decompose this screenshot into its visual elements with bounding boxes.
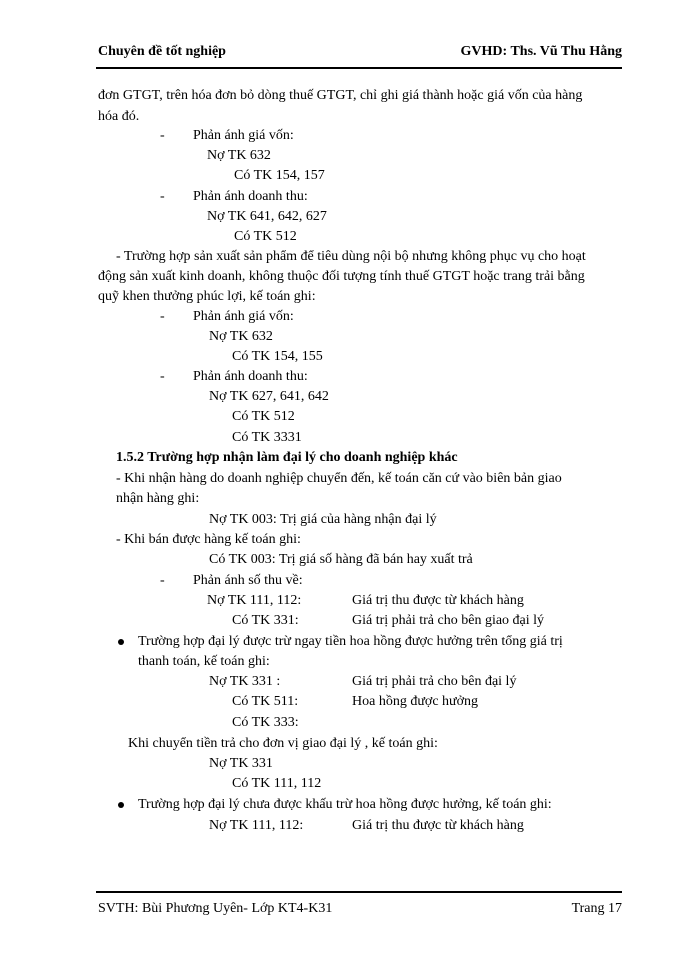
text-line: đơn GTGT, trên hóa đơn bỏ dòng thuế GTGT, chỉ ghi giá thành hoặc giá vốn của hàng (98, 88, 583, 103)
entry-description: Giá trị thu được từ khách hàng (352, 593, 524, 608)
entry-account: Nợ TK 111, 112: (207, 593, 302, 608)
text-line: quỹ khen thưởng phúc lợi, kế toán ghi: (98, 289, 316, 304)
entry-description: Giá trị thu được từ khách hàng (352, 818, 524, 833)
page-number: Trang 17 (571, 901, 622, 916)
entry-account: Có TK 511: (232, 694, 299, 709)
entry-account: Nợ TK 111, 112: (209, 818, 304, 833)
page-header (98, 44, 622, 64)
text-line: Nợ TK 003: Trị giá của hàng nhận đại lý (209, 512, 437, 527)
text-line: Khi chuyển tiền trả cho đơn vị giao đại lý , kế toán ghi: (128, 736, 438, 751)
dash-marker: - (160, 369, 165, 384)
text-line: hóa đó. (98, 109, 140, 124)
dash-marker: - (160, 573, 165, 588)
page-footer (98, 901, 622, 921)
bullet-icon (118, 639, 124, 645)
text-line: Phản ánh doanh thu: (193, 369, 308, 384)
text-line: Phản ánh giá vốn: (193, 128, 294, 143)
text-line: Trường hợp đại lý được trừ ngay tiền hoa hồng được hưởng trên tổng giá trị (138, 634, 563, 649)
text-line: Nợ TK 627, 641, 642 (209, 389, 329, 404)
footer-student: SVTH: Bùi Phương Uyên- Lớp KT4-K31 (98, 901, 333, 916)
text-line: Phản ánh số thu về: (193, 573, 303, 588)
text-line: Có TK 154, 157 (234, 168, 325, 183)
header-title: Chuyên đề tốt nghiệp (98, 44, 226, 59)
text-line: - Khi bán được hàng kế toán ghi: (116, 532, 301, 547)
footer-rule (96, 891, 622, 893)
bullet-icon (118, 802, 124, 808)
text-line: Có TK 3331 (232, 430, 302, 445)
entry-account: Có TK 331: (232, 613, 299, 628)
text-line: động sản xuất kinh doanh, không thuộc đối tượng tính thuế GTGT hoặc trang trải bằng (98, 269, 585, 284)
text-line: Có TK 333: (232, 715, 299, 730)
entry-account: Nợ TK 331 : (209, 674, 281, 689)
text-line: thanh toán, kế toán ghi: (138, 654, 270, 669)
entry-description: Hoa hồng được hưởng (352, 694, 479, 709)
text-line: Phản ánh giá vốn: (193, 309, 294, 324)
dash-marker: - (160, 189, 165, 204)
text-line: Nợ TK 632 (209, 329, 273, 344)
entry-description: Giá trị phải trả cho bên đại lý (352, 674, 517, 689)
text-line: Có TK 154, 155 (232, 349, 323, 364)
entry-description: Giá trị phải trả cho bên giao đại lý (352, 613, 545, 628)
text-line: Có TK 512 (234, 229, 297, 244)
text-line: - Trường hợp sản xuất sản phẩm để tiêu dùng nội bộ nhưng không phục vụ cho hoạt (116, 249, 586, 264)
text-line: Phản ánh doanh thu: (193, 189, 308, 204)
text-line: Trường hợp đại lý chưa được khấu trừ hoa hồng được hưởng, kế toán ghi: (138, 797, 552, 812)
section-heading: 1.5.2 Trường hợp nhận làm đại lý cho doanh nghiệp khác (116, 450, 458, 465)
text-line: Nợ TK 632 (207, 148, 271, 163)
text-line: nhận hàng ghi: (116, 491, 200, 506)
text-line: Có TK 003: Trị giá số hàng đã bán hay xuất trả (209, 552, 473, 567)
header-supervisor: GVHD: Ths. Vũ Thu Hằng (460, 44, 622, 59)
text-line: Nợ TK 641, 642, 627 (207, 209, 327, 224)
text-line: Có TK 111, 112 (232, 776, 322, 791)
text-line: Nợ TK 331 (209, 756, 273, 771)
dash-marker: - (160, 128, 165, 143)
header-rule (96, 67, 622, 69)
text-line: - Khi nhận hàng do doanh nghiệp chuyển đến, kế toán căn cứ vào biên bản giao (116, 471, 562, 486)
text-line: Có TK 512 (232, 409, 295, 424)
dash-marker: - (160, 309, 165, 324)
